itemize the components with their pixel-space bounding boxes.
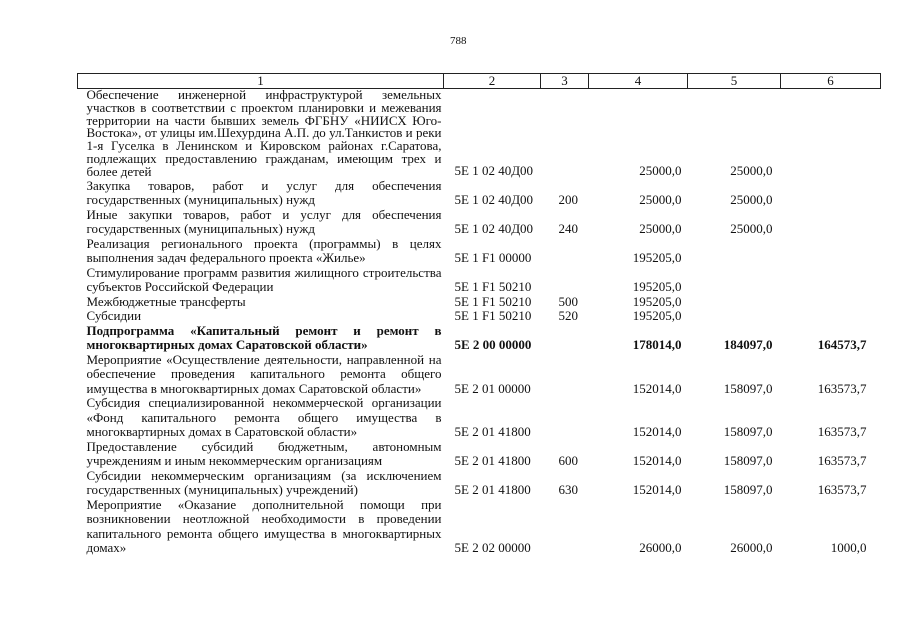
row-expense-type: 600 (558, 453, 578, 469)
row-value-col4: 178014,0 (632, 337, 682, 353)
table-row (78, 295, 881, 310)
row-value-col4: 25000,0 (639, 192, 682, 208)
row-name: Мероприятие «Оказание дополнительной помощи при возникновении неотложной необходимости в проведении капитального ремонта общего имущества в многоквартирных домах» (86, 496, 442, 556)
row-code: 5Е 1 F1 50210 (454, 293, 532, 309)
table-row (78, 396, 881, 440)
row-name: Подпрограмма «Капитальный ремонт и ремонт в многоквартирных домах Саратовской области» (86, 322, 442, 353)
row-value-col5: 158097,0 (723, 424, 773, 440)
row-value-col6 (781, 266, 881, 295)
row-value-col4: 195205,0 (632, 279, 682, 295)
row-value-col4: 26000,0 (639, 540, 682, 556)
row-name: Предоставление субсидий бюджетным, автономным учреждениям и иным некоммерческим организациям (86, 438, 442, 469)
column-header: 5 (688, 74, 781, 89)
table-row (78, 469, 881, 498)
row-value-col5 (688, 266, 781, 295)
row-value-col6: 1000,0 (830, 540, 867, 556)
row-value-col5: 26000,0 (730, 540, 773, 556)
row-name: Мероприятие «Осуществление деятельности, направленной на обеспечение проведения капитального ремонта общего имущества в многоквартирных домах Саратовской области» (86, 351, 442, 396)
row-expense-type: 630 (558, 482, 578, 498)
row-value-col6: 164573,7 (817, 337, 867, 353)
row-code: 5Е 2 02 00000 (454, 540, 531, 556)
row-value-col4: 152014,0 (632, 380, 682, 396)
row-value-col4: 152014,0 (632, 482, 682, 498)
row-code: 5Е 1 F1 00000 (454, 250, 532, 266)
row-expense-type: 500 (558, 293, 578, 309)
row-expense-type (541, 353, 589, 397)
row-expense-type (541, 89, 589, 179)
table-row (78, 89, 881, 179)
column-header: 2 (444, 74, 541, 89)
table-row (78, 309, 881, 324)
row-value-col4: 195205,0 (632, 308, 682, 324)
row-name: Обеспечение инженерной инфраструктурой земельных участков в соответствии с проектом планировки и межевания территории на части бывших земель ФГБНУ «НИИСХ Юго-Востока», от улицы им.Шехурдина А.П. до ул.Танкистов и реки 1-я Гуселка в Ленинском и Кировском районах г.Саратова, подлежащих предоставлению гражданам, имеющим трех и более детей (86, 87, 442, 179)
table-row (78, 179, 881, 208)
row-code: 5Е 2 01 41800 (454, 453, 531, 469)
row-name: Стимулирование программ развития жилищного строительства субъектов Российской Федерации (86, 264, 442, 295)
row-value-col4: 25000,0 (639, 221, 682, 237)
row-code: 5Е 1 F1 50210 (454, 308, 532, 324)
row-value-col4: 152014,0 (632, 453, 682, 469)
row-code: 5Е 1 F1 50210 (454, 279, 532, 295)
row-value-col5: 158097,0 (723, 380, 773, 396)
column-header: 4 (589, 74, 688, 89)
row-expense-type (541, 266, 589, 295)
row-value-col5 (688, 237, 781, 266)
row-expense-type: 520 (558, 308, 578, 324)
row-code: 5Е 1 02 40Д00 (454, 163, 534, 179)
row-code: 5Е 2 01 41800 (454, 482, 531, 498)
row-expense-type: 200 (558, 192, 578, 208)
row-value-col6 (781, 208, 881, 237)
row-value-col5: 25000,0 (730, 163, 773, 179)
row-value-col5: 184097,0 (723, 337, 773, 353)
row-value-col6 (781, 295, 881, 310)
column-header: 6 (781, 74, 881, 89)
column-header: 1 (78, 74, 444, 89)
row-name: Субсидии (86, 308, 142, 324)
page-number: 788 (450, 35, 467, 47)
row-value-col6: 163573,7 (817, 380, 867, 396)
row-value-col4: 25000,0 (639, 163, 682, 179)
row-expense-type (541, 498, 589, 556)
row-value-col6 (781, 89, 881, 179)
row-name: Субсидии некоммерческим организациям (за исключением государственных (муниципальных) учреждений) (86, 467, 442, 498)
row-name: Межбюджетные трансферты (86, 293, 246, 309)
row-value-col5: 158097,0 (723, 482, 773, 498)
row-code: 5Е 1 02 40Д00 (454, 192, 534, 208)
row-code: 5Е 2 00 00000 (454, 337, 532, 353)
row-value-col6 (781, 309, 881, 324)
row-code: 5Е 2 01 00000 (454, 380, 531, 396)
row-code: 5Е 2 01 41800 (454, 424, 531, 440)
row-value-col5: 158097,0 (723, 453, 773, 469)
budget-table (77, 73, 881, 556)
row-code: 5Е 1 02 40Д00 (454, 221, 534, 237)
row-value-col5 (688, 295, 781, 310)
table-row (78, 498, 881, 556)
table-row (78, 440, 881, 469)
row-name: Иные закупки товаров, работ и услуг для обеспечения государственных (муниципальных) нужд (86, 206, 442, 237)
row-value-col4: 195205,0 (632, 250, 682, 266)
table-row (78, 266, 881, 295)
table-row (78, 324, 881, 353)
column-header: 3 (541, 74, 589, 89)
row-expense-type: 240 (558, 221, 578, 237)
row-name: Реализация регионального проекта (программы) в целях выполнения задач федерального проекта «Жилье» (86, 235, 442, 266)
row-name: Закупка товаров, работ и услуг для обеспечения государственных (муниципальных) нужд (86, 177, 442, 208)
row-value-col6: 163573,7 (817, 453, 867, 469)
row-value-col5: 25000,0 (730, 221, 773, 237)
row-value-col4: 152014,0 (632, 424, 682, 440)
row-value-col5 (688, 309, 781, 324)
table-row (78, 237, 881, 266)
row-expense-type (541, 396, 589, 440)
row-name: Субсидия специализированной некоммерческой организации «Фонд капитального ремонта общего имущества в многоквартирных домах в Саратовской области» (86, 395, 442, 440)
row-value-col6 (781, 179, 881, 208)
row-expense-type (541, 324, 589, 353)
table-row (78, 208, 881, 237)
row-value-col6 (781, 237, 881, 266)
table-row (78, 353, 881, 397)
row-value-col6: 163573,7 (817, 482, 867, 498)
row-expense-type (541, 237, 589, 266)
row-value-col5: 25000,0 (730, 192, 773, 208)
row-value-col6: 163573,7 (817, 424, 867, 440)
row-value-col4: 195205,0 (632, 293, 682, 309)
